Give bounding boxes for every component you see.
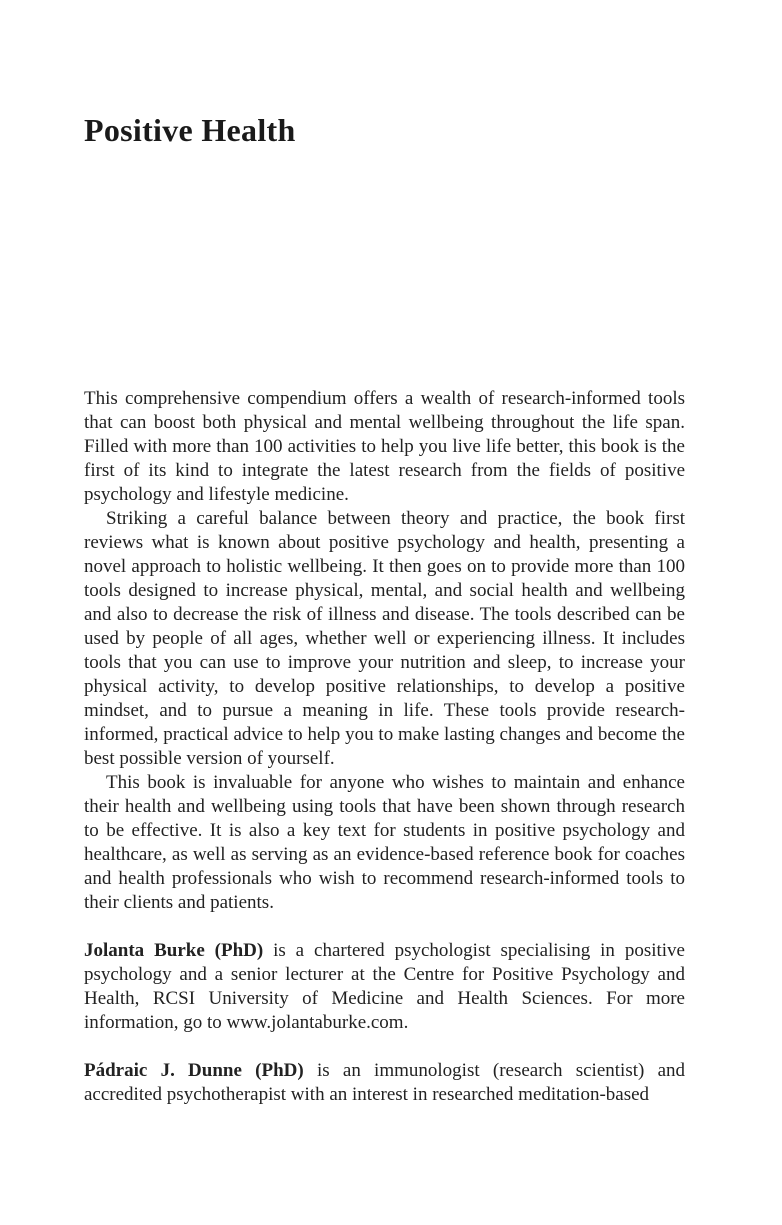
author-bio-text: is an immunologist (research scientist) and accredited psychotherapist with an interest in researched meditation-based [84,1060,685,1105]
book-title: Positive Health [84,112,296,148]
author-name: Pádraic J. Dunne (PhD) [84,1060,304,1081]
description-paragraph: This comprehensive compendium offers a wealth of research-informed tools that can boost both physical and mental wellbeing throughout the life span. Filled with more than 100 activities to help you live life better, this book is the first of its kind to integrate the latest research from the fields of positive psychology and lifestyle medicine. [84,388,685,505]
author-bio-text: is a chartered psychologist specialising in positive psychology and a senior lecturer at the Centre for Positive Psychology and Health, RCSI University of Medicine and Health Sciences. For more information, go to www.jolantaburke.com. [84,940,685,1033]
author-bio [84,1059,685,1107]
description-paragraph: This book is invaluable for anyone who wishes to maintain and enhance their health and wellbeing using tools that have been shown through research to be effective. It is also a key text for students in positive psychology and healthcare, as well as serving as an evidence-based reference book for coaches and health professionals who wish to recommend research-informed tools to their clients and patients. [84,772,685,913]
author-bio [84,939,685,1035]
description-paragraph: Striking a careful balance between theory and practice, the book first reviews what is known about positive psychology and health, presenting a novel approach to holistic wellbeing. It then goes on to provide more than 100 tools designed to increase physical, mental, and social health and wellbeing and also to decrease the risk of illness and disease. The tools described can be used by people of all ages, whether well or experiencing illness. It includes tools that you can use to improve your nutrition and sleep, to increase your physical activity, to develop positive relationships, to develop a positive mindset, and to pursue a meaning in life. These tools provide research-informed, practical advice to help you to make lasting changes and become the best possible version of yourself. [84,508,685,769]
book-description [84,387,685,1107]
author-name: Jolanta Burke (PhD) [84,940,264,961]
